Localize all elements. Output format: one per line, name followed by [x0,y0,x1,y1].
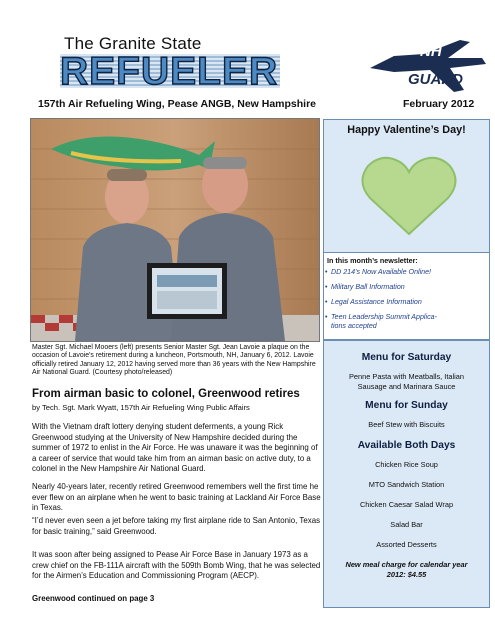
meal-charge-note-line-2: 2012: $4.55 [386,570,427,579]
newsletter-item[interactable]: • Legal Assistance Information [331,298,481,307]
air-national-guard-logo [364,34,490,98]
article-continued: Greenwood continued on page 3 [32,594,155,603]
retirement-photo [30,118,320,342]
menu-both-item: Chicken Rice Soup [375,460,438,469]
menu-sunday-heading: Menu for Sunday [365,400,448,411]
photo-illustration [31,119,319,341]
logo-text-mid: AIR NATIONAL [412,62,452,68]
article-headline: From airman basic to colonel, Greenwood retires [32,388,300,400]
menu-saturday-line-1: Penne Pasta with Meatballs, Italian [348,372,465,381]
menu-sunday-item: Beef Stew with Biscuits [368,420,445,429]
menu-both-item: Salad Bar [390,520,423,529]
wing-location: 157th Air Refueling Wing, Pease ANGB, New Hampshire [38,98,317,110]
menu-saturday-line-2: Sausage and Marinara Sauce [357,382,456,391]
article-paragraph-3: “I’d never even seen a jet before taking my first airplane ride to San Antonio, Texas for basic training,” said Greenwood. [32,516,321,536]
menu-both-item: Chicken Caesar Salad Wrap [359,500,454,509]
article-paragraph-1: With the Vietnam draft lottery denying student deferments, a young Rick Greenwood studying at the University of New Hampshire decided during the summer of 1972 to enlist in the Air Force. He was unaware it was the beginning of a career of service that would take him from an airman basic on active duty, to a colonel in the New Hampshire Air National Guard. [32,422,318,474]
photo-caption: Master Sgt. Michael Mooers (left) presents Senior Master Sgt. Jean Lavoie a plaque on the occasion of Lavoie's retirement during a luncheon, Portsmouth, NH, January 6, 2012. Lavoie officially retired January 12, 2012 having served more than 36 years with the New Hampshire Air National Guard. (Courtesy photo/released) [32,344,316,377]
menu-both-days-heading: Available Both Days [357,440,456,451]
logo-text-bottom: GUARD [408,71,463,88]
article-paragraph-2: Nearly 40-years later, recently retired Greenwood remembers well the first time he ever flew on an airplane when he went to basic training at Lackland Air Force Base in Texas. [32,482,321,513]
heart-icon [360,154,458,238]
newsletter-item[interactable]: • DD 214’s Now Available Online! [331,268,481,277]
newsletter-contents-title: In this month’s newsletter: [327,256,418,265]
masthead-title: REFUELER [60,50,279,93]
newsletter-item[interactable]: • Military Ball Information [331,283,481,292]
logo-text-top: NH [420,43,442,60]
newsletter-item-continued[interactable]: tions accepted [331,322,377,330]
article-paragraph-4: It was soon after being assigned to Pease Air Force Base in January 1973 as a crew chief on the FB-111A aircraft with the 509th Bomb Wing, that he was selected for the Airmen’s Education and Commissioning Program (AECP). [32,550,321,581]
valentine-title: Happy Valentine’s Day! [347,124,466,136]
meal-charge-note-line-1: New meal charge for calendar year [345,560,468,569]
menu-saturday-heading: Menu for Saturday [361,352,452,363]
issue-date: February 2012 [403,98,475,110]
newsletter-item[interactable]: • Teen Leadership Summit Applica- [331,313,481,322]
menu-both-item: Assorted Desserts [376,540,437,549]
masthead-kicker: The Granite State [64,34,202,53]
article-byline: by Tech. Sgt. Mark Wyatt, 157th Air Refueling Wing Public Affairs [32,403,250,412]
menu-both-item: MTO Sandwich Station [368,480,445,489]
